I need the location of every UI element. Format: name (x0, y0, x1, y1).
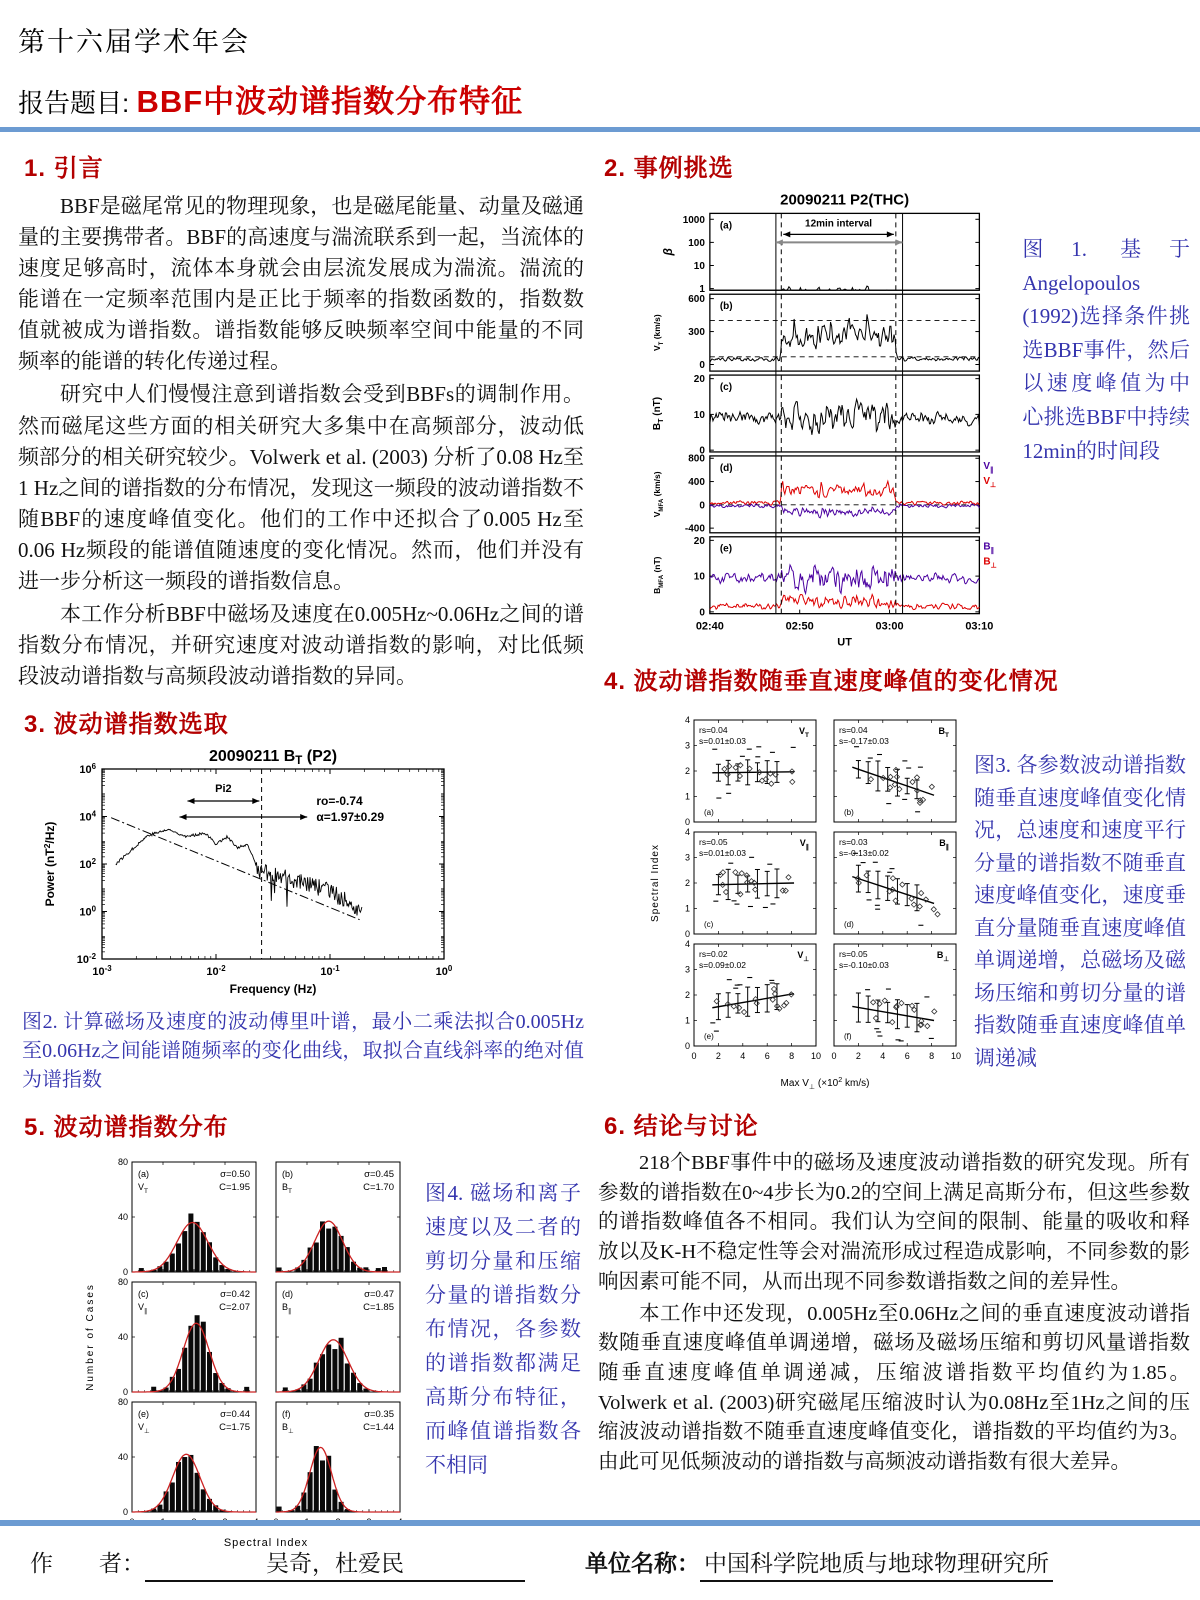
svg-text:12min interval: 12min interval (805, 218, 873, 230)
svg-text:σ=0.35: σ=0.35 (364, 1409, 394, 1421)
svg-text:rs=0.05: rs=0.05 (699, 837, 728, 847)
svg-text:0: 0 (684, 1041, 690, 1051)
svg-text:σ=0.44: σ=0.44 (220, 1409, 250, 1421)
svg-text:C=1.75: C=1.75 (219, 1422, 250, 1434)
svg-text:40: 40 (117, 1332, 128, 1343)
svg-text:β: β (660, 248, 675, 256)
footer-divider (0, 1520, 1200, 1526)
svg-text:2: 2 (715, 1051, 721, 1061)
svg-text:80: 80 (117, 1157, 128, 1168)
svg-text:C=1.70: C=1.70 (363, 1182, 394, 1194)
svg-text:20090211 BT (P2): 20090211 BT (P2) (208, 748, 338, 768)
svg-text:rs=0.05: rs=0.05 (839, 949, 868, 959)
section-1-paragraph-2: 研究中人们慢慢注意到谱指数会受到BBFs的调制作用。然而磁尾这些方面的相关研究大多集中在高频部分，波动低频部分的相关研究较少。Volwerk et al. (2003) 分析了0.08 Hz至1 Hz之间的谱指数的分布情况，发现这一频段的波动谱指数不随BBF的速度峰值变化。他们的工作中还拟合了0.005 Hz至0.06 Hz频段的能谱值随速度的变化情况。然而，他们并没有进一步分析这一频段的谱指数信息。 (18, 382, 584, 593)
svg-text:2: 2 (684, 766, 690, 776)
svg-text:(e): (e) (704, 1032, 714, 1041)
svg-text:BMFA (nT): $B_{MFA}$ (nT) (651, 556, 665, 594)
svg-text:10: 10 (693, 260, 705, 272)
svg-text:V∥: $V_\parallel$ (983, 460, 994, 474)
svg-text:UT: UT (837, 636, 852, 649)
svg-text:rs=0.02: rs=0.02 (699, 949, 728, 959)
report-title: BBF中波动谱指数分布特征 (136, 84, 524, 119)
svg-text:B∥: $B_\parallel$ (282, 1302, 292, 1316)
svg-text:80: 80 (117, 1277, 128, 1288)
svg-text:10: 10 (693, 571, 705, 583)
svg-text:40: 40 (117, 1212, 128, 1223)
svg-text:0: 0 (699, 359, 705, 371)
svg-text:s=0.09±0.02: s=0.09±0.02 (699, 960, 746, 970)
svg-text:VMFA (km/s): $V_{MFA}$ (km/s) (651, 471, 665, 518)
svg-text:BT (nT): $B_T$ (nT) (651, 396, 665, 431)
svg-text:Spectral Index: Spectral Index (223, 1537, 309, 1550)
svg-text:20090211 P2(THC): 20090211 P2(THC) (780, 191, 910, 209)
section-5-heading: 5. 波动谱指数分布 (24, 1114, 229, 1142)
svg-text:10-1: $10^{-1}$ (320, 964, 340, 979)
svg-text:C=2.07: C=2.07 (219, 1302, 250, 1314)
svg-text:20: 20 (693, 535, 705, 547)
svg-text:0: 0 (699, 500, 705, 512)
svg-text:Power (nT2/Hz): Power $(nT^2/Hz)$ (42, 821, 57, 907)
svg-text:102: $10^2$ (79, 857, 96, 872)
svg-text:(d): (d) (282, 1289, 293, 1300)
svg-text:10: 10 (810, 1051, 822, 1061)
svg-text:α=1.97±0.29: α=1.97±0.29 (316, 810, 385, 825)
svg-text:10: 10 (693, 409, 705, 421)
svg-text:V∥: $V_\parallel$ (799, 838, 809, 851)
svg-text:(c): (c) (138, 1289, 149, 1300)
svg-text:(d): (d) (844, 920, 854, 929)
svg-text:0: 0 (684, 929, 690, 939)
svg-text:rs=0.03: rs=0.03 (839, 837, 868, 847)
svg-text:(e): (e) (138, 1409, 149, 1420)
svg-text:V∥: $V_\parallel$ (138, 1302, 148, 1316)
affiliation-name: 中国科学院地质与地球物理研究所 (700, 1545, 1053, 1582)
svg-text:4: 4 (880, 1051, 886, 1061)
svg-text:(a): (a) (719, 220, 733, 232)
svg-text:s=-0.10±0.03: s=-0.10±0.03 (839, 960, 889, 970)
header-divider (0, 127, 1200, 132)
section-1-paragraph-1: BBF是磁尾常见的物理现象，也是磁尾能量、动量及磁通量的主要携带者。BBF的高速度与湍流联系到一起，当流体的速度足够高时，流体本身就会由层流发展成为湍流。湍流的能谱在一定频率范围内是正比于频率的指数函数的，指数数值就被成为谱指数。谱指数能够反映频率空间中能量的不同频率的能谱的转化传递过程。 (18, 194, 584, 374)
svg-text:0: 0 (831, 1051, 837, 1061)
svg-text:s=-0.17±0.03: s=-0.17±0.03 (839, 736, 889, 746)
svg-text:100: $10^0$ (79, 904, 96, 919)
footer-affiliation (585, 1545, 1053, 1582)
svg-text:B⊥: $B_\perp$ (936, 950, 949, 963)
svg-text:B∥: $B_\parallel$ (983, 541, 995, 555)
svg-text:(c): (c) (719, 382, 733, 394)
svg-text:10-2: $10^{-2}$ (76, 952, 96, 967)
svg-text:BT: $B_T$ (282, 1182, 292, 1196)
svg-text:3: 3 (684, 740, 690, 751)
svg-text:100: $10^0$ (435, 964, 453, 979)
svg-text:106: $10^6$ (79, 762, 96, 777)
svg-text:C=1.95: C=1.95 (219, 1182, 250, 1194)
svg-text:(a): (a) (704, 808, 714, 817)
svg-text:3: 3 (684, 964, 690, 975)
svg-text:2: 2 (684, 878, 690, 888)
author-names: 吴奇，杜爱民 (145, 1545, 525, 1582)
svg-text:rs=0.04: rs=0.04 (699, 725, 728, 735)
svg-text:0: 0 (699, 445, 705, 457)
svg-text:VT: $V_T$ (138, 1182, 148, 1196)
section-1-heading: 1. 引言 (24, 155, 104, 182)
svg-text:1: 1 (684, 1015, 690, 1026)
svg-text:Number of Cases: Number of Cases (85, 1283, 96, 1392)
author-label: 作 者： (30, 1550, 145, 1576)
svg-text:6: 6 (764, 1051, 770, 1061)
svg-text:0: 0 (699, 607, 705, 619)
svg-text:Frequency (Hz): Frequency (Hz) (229, 982, 317, 997)
svg-text:6: 6 (904, 1051, 910, 1061)
svg-text:10-2: $10^{-2}$ (206, 964, 226, 979)
report-title-line (18, 76, 523, 121)
svg-text:BT: $B_T$ (938, 726, 949, 739)
figure1-caption: 图1. 基于Angelopoulos (1992)选择条件挑选BBF事件，然后以速度峰值为中心挑选BBF中持续12min的时间段 (1022, 237, 1190, 463)
svg-text:V⊥: $V_\perp$ (797, 950, 809, 963)
svg-text:20: 20 (693, 374, 705, 386)
svg-text:4: 4 (684, 715, 690, 725)
svg-text:(b): (b) (719, 301, 733, 313)
svg-text:B⊥: $B_\perp$ (983, 556, 997, 570)
svg-text:(a): (a) (138, 1169, 149, 1180)
svg-text:800: 800 (688, 453, 705, 465)
svg-text:B∥: $B_\parallel$ (939, 838, 949, 851)
svg-text:0: 0 (122, 1387, 128, 1398)
section-1-paragraph-3: 本工作分析BBF中磁场及速度在0.005Hz~0.06Hz之间的谱指数分布情况，并研究速度对波动谱指数的影响，对比低频段波动谱指数与高频段波动谱指数的异同。 (18, 602, 584, 689)
svg-text:1: 1 (684, 791, 690, 802)
figure4-caption: 图4. 磁场和离子速度以及二者的剪切分量和压缩分量的谱指数分布情况，各参数的谱指数都满足高斯分布特征，而峰值谱指数各不相同 (425, 1181, 581, 1478)
svg-text:ro=-0.74: ro=-0.74 (316, 794, 363, 809)
svg-text:1: 1 (699, 284, 705, 296)
svg-text:300: 300 (688, 327, 705, 339)
svg-text:1: 1 (684, 903, 690, 914)
section-6-heading: 6. 结论与讨论 (604, 1113, 759, 1140)
svg-text:4: 4 (684, 827, 690, 837)
svg-text:B⊥: $B_\perp$ (282, 1422, 294, 1436)
svg-text:4: 4 (684, 939, 690, 949)
svg-text:VT (km/s): $V_T$ (km/s) (651, 314, 665, 352)
section-4-heading: 4. 波动谱指数随垂直速度峰值的变化情况 (604, 668, 1059, 695)
figure1-timeseries-chart (638, 191, 1012, 649)
report-title-label: 报告题目: (18, 88, 130, 118)
svg-text:0: 0 (684, 817, 690, 827)
right-column (598, 146, 1190, 1480)
svg-text:σ=0.47: σ=0.47 (364, 1289, 394, 1301)
svg-text:0: 0 (122, 1507, 128, 1518)
svg-text:600: 600 (688, 294, 705, 306)
svg-text:(d): (d) (719, 462, 733, 474)
svg-text:s=-0.13±0.02: s=-0.13±0.02 (839, 848, 889, 858)
figure3-caption: 图3. 各参数波动谱指数随垂直速度峰值变化情况，总速度和速度平行分量的谱指数不随垂直速度峰值变化，速度垂直分量随垂直速度峰值单调递增，总磁场及磁场压缩和剪切分量的谱指数随垂直速度峰值单调递减 (974, 753, 1186, 1070)
figure2-container (38, 747, 584, 1004)
figure2-caption: 图2. 计算磁场及速度的波动傅里叶谱，最小二乘法拟合0.005Hz至0.06Hz之间能谱随频率的变化曲线，取拟合直线斜率的绝对值为谱指数 (22, 1011, 584, 1092)
left-column (18, 146, 584, 1552)
svg-text:02:40: 02:40 (695, 620, 724, 633)
svg-text:3: 3 (684, 852, 690, 863)
figure3-row (598, 704, 1190, 1094)
svg-text:4: 4 (740, 1051, 746, 1061)
svg-text:C=1.44: C=1.44 (363, 1422, 394, 1434)
svg-text:100: 100 (688, 237, 705, 249)
svg-text:Max V⊥ (×102 km/s): Max $V_\perp$ ($\times 10^2$ km/s) (780, 1075, 870, 1091)
svg-text:8: 8 (929, 1051, 935, 1061)
svg-text:(e): (e) (719, 543, 733, 555)
svg-text:V⊥: $V_\perp$ (983, 475, 997, 489)
svg-text:02:50: 02:50 (785, 620, 814, 633)
section-6-paragraph-1: 218个BBF事件中的磁场及速度波动谱指数的研究发现。所有参数的谱指数在0~4步长为0.2的空间上满足高斯分布，但这些参数的谱指数峰值各不相同。我们认为空间的限制、能量的吸收和释放以及K-H不稳定性等会对湍流形成过程造成影响，不同参数的影响因素可能不同，从而出现不同参数谱指数之间的差异性。 (598, 1152, 1190, 1293)
svg-text:VT: $V_T$ (799, 726, 809, 739)
svg-text:σ=0.42: σ=0.42 (220, 1289, 250, 1301)
svg-text:rs=0.04: rs=0.04 (839, 725, 868, 735)
svg-text:s=0.01±0.03: s=0.01±0.03 (699, 736, 746, 746)
svg-text:2: 2 (855, 1051, 861, 1061)
svg-text:400: 400 (688, 477, 705, 489)
svg-text:1000: 1000 (682, 214, 705, 226)
svg-text:(b): (b) (844, 808, 854, 817)
figure1-row (598, 191, 1190, 649)
svg-text:80: 80 (117, 1397, 128, 1408)
svg-text:8: 8 (789, 1051, 795, 1061)
svg-text:(f): (f) (282, 1409, 291, 1420)
svg-text:(b): (b) (282, 1169, 293, 1180)
footer-authors (30, 1545, 525, 1582)
figure3-scatter-chart (646, 704, 966, 1094)
svg-text:Pi2: Pi2 (215, 783, 232, 796)
figure2-power-spectrum-chart (38, 747, 468, 999)
figure4-histograms-chart (80, 1150, 415, 1552)
svg-text:V⊥: $V_\perp$ (138, 1422, 150, 1436)
svg-text:2: 2 (684, 990, 690, 1000)
svg-text:-400: -400 (684, 523, 705, 535)
svg-text:0: 0 (122, 1267, 128, 1278)
svg-text:σ=0.45: σ=0.45 (364, 1169, 394, 1181)
svg-text:40: 40 (117, 1452, 128, 1463)
section-3-heading: 3. 波动谱指数选取 (24, 711, 229, 739)
affiliation-label: 单位名称： (585, 1550, 700, 1576)
svg-text:0: 0 (691, 1051, 697, 1061)
svg-text:(c): (c) (704, 920, 714, 929)
section-6-paragraph-2: 本工作中还发现，0.005Hz至0.06Hz之间的垂直速度波动谱指数随垂直速度峰值单调递增，磁场及磁场压缩和剪切风量谱指数随垂直速度峰值单调递减，压缩波谱指数平均值约为1.85。Volwerk et al. (2003)研究磁尾压缩波时认为0.08Hz至1Hz之间的压缩波波动谱指数不随垂直速度峰值变化，谱指数的平均值约为3。由此可见低频波动的谱指数与高频波动谱指数有很大差异。 (598, 1302, 1190, 1474)
svg-text:03:00: 03:00 (875, 620, 904, 633)
section-2-heading: 2. 事例挑选 (604, 155, 734, 182)
svg-text:C=1.85: C=1.85 (363, 1302, 394, 1314)
svg-text:10: 10 (950, 1051, 962, 1061)
figure4-row (18, 1150, 584, 1552)
svg-text:s=0.01±0.03: s=0.01±0.03 (699, 848, 746, 858)
svg-text:03:10: 03:10 (965, 620, 994, 633)
svg-text:σ=0.50: σ=0.50 (220, 1169, 250, 1181)
svg-text:(f): (f) (844, 1032, 852, 1041)
svg-text:104: $10^4$ (79, 809, 96, 824)
conference-title: 第十六届学术年会 (18, 27, 250, 57)
svg-text:10-3: $10^{-3}$ (92, 964, 112, 979)
svg-text:Spectral Index: Spectral Index (650, 844, 661, 922)
